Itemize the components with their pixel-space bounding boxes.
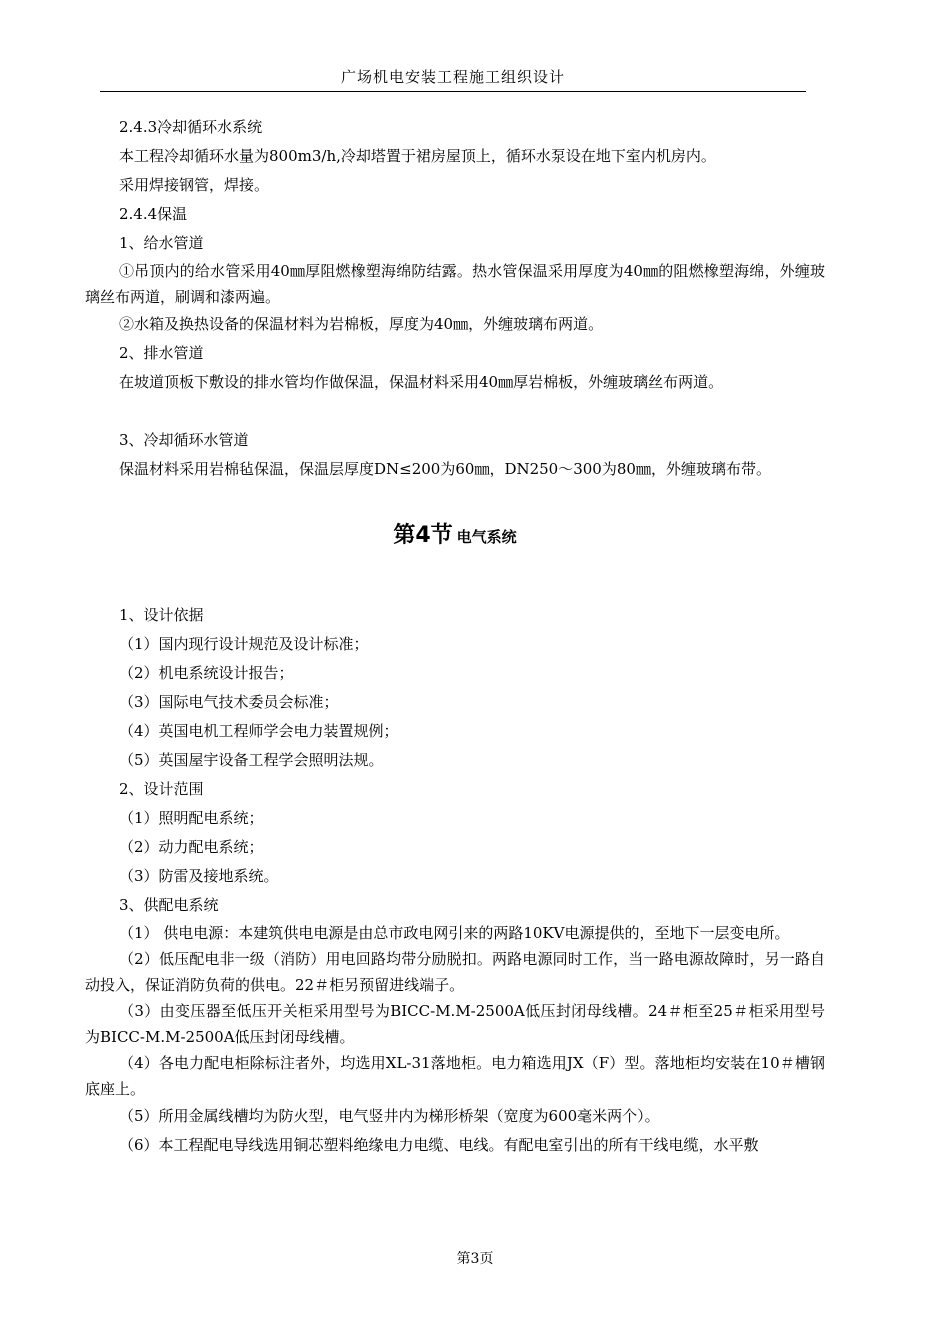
page-header-title: 广场机电安装工程施工组织设计 bbox=[340, 68, 565, 86]
paragraph: （2）机电系统设计报告； bbox=[119, 664, 294, 682]
document-body bbox=[85, 113, 825, 1160]
paragraph: 2.4.4保温 bbox=[119, 205, 188, 223]
paragraph: （3）由变压器至低压开关柜采用型号为BICC-M.M-2500A低压封闭母线槽。24＃柜至25＃柜采用型号为BICC-M.M-2500A低压封闭母线槽。 bbox=[85, 1002, 825, 1046]
paragraph: （1） 供电电源：本建筑供电电源是由总市政电网引来的两路10KV电源提供的，至地下一层变电所。 bbox=[119, 924, 790, 942]
blank-line bbox=[85, 397, 825, 426]
section-title: 电气系统 bbox=[456, 528, 517, 546]
paragraph: （1）照明配电系统； bbox=[119, 809, 264, 827]
paragraph: 1、设计依据 bbox=[119, 606, 204, 624]
paragraph: （4）英国电机工程师学会电力装置规例； bbox=[119, 722, 399, 740]
paragraph: （1）国内现行设计规范及设计标准； bbox=[119, 635, 369, 653]
paragraph: 采用焊接钢管，焊接。 bbox=[119, 176, 270, 194]
paragraph: （3）国际电气技术委员会标准； bbox=[119, 693, 339, 711]
paragraph: ②水箱及换热设备的保温材料为岩棉板，厚度为40㎜，外缠玻璃布两道。 bbox=[119, 315, 604, 333]
paragraph: （5）英国屋宇设备工程学会照明法规。 bbox=[119, 751, 384, 769]
paragraph: 2、排水管道 bbox=[119, 344, 204, 362]
header-divider bbox=[100, 91, 806, 92]
paragraph: 1、给水管道 bbox=[119, 234, 204, 252]
paragraph: （6）本工程配电导线选用铜芯塑料绝缘电力电缆、电线。有配电室引出的所有干线电缆，水平敷 bbox=[119, 1136, 759, 1154]
section-number: 第4节 bbox=[393, 523, 453, 548]
paragraph: （2）低压配电非一级（消防）用电回路均带分励脱扣。两路电源同时工作，当一路电源故障时，另一路自动投入，保证消防负荷的供电。22＃柜另预留进线端子。 bbox=[85, 950, 825, 994]
section-heading bbox=[85, 516, 825, 557]
paragraph: ①吊顶内的给水管采用40㎜厚阻燃橡塑海绵防结露。热水管保温采用厚度为40㎜的阻燃橡塑海绵，外缠玻璃丝布两道，刷调和漆两遍。 bbox=[85, 262, 825, 306]
paragraph: 3、供配电系统 bbox=[119, 896, 219, 914]
paragraph: 2.4.3冷却循环水系统 bbox=[119, 118, 263, 136]
paragraph: （5）所用金属线槽均为防火型，电气竖井内为梯形桥架（宽度为600毫米两个）。 bbox=[119, 1107, 660, 1125]
paragraph: （3）防雷及接地系统。 bbox=[119, 867, 279, 885]
paragraph: 在坡道顶板下敷设的排水管均作做保温，保温材料采用40㎜厚岩棉板，外缠玻璃丝布两道。 bbox=[119, 373, 724, 391]
paragraph: 保温材料采用岩棉毡保温，保温层厚度DN≤200为60㎜，DN250～300为80㎜，外缠玻璃布带。 bbox=[119, 460, 771, 478]
page-number: 第3页 bbox=[456, 1251, 494, 1267]
paragraph: 2、设计范围 bbox=[119, 780, 204, 798]
paragraph: 本工程冷却循环水量为800m3/h,冷却塔置于裙房屋顶上，循环水泵设在地下室内机房内。 bbox=[119, 147, 716, 165]
paragraph: （4）各电力配电柜除标注者外，均选用XL-31落地柜。电力箱选用JX（F）型。落地柜均安装在10＃槽钢底座上。 bbox=[85, 1054, 825, 1098]
paragraph: 3、冷却循环水管道 bbox=[119, 431, 249, 449]
paragraph: （2）动力配电系统； bbox=[119, 838, 264, 856]
